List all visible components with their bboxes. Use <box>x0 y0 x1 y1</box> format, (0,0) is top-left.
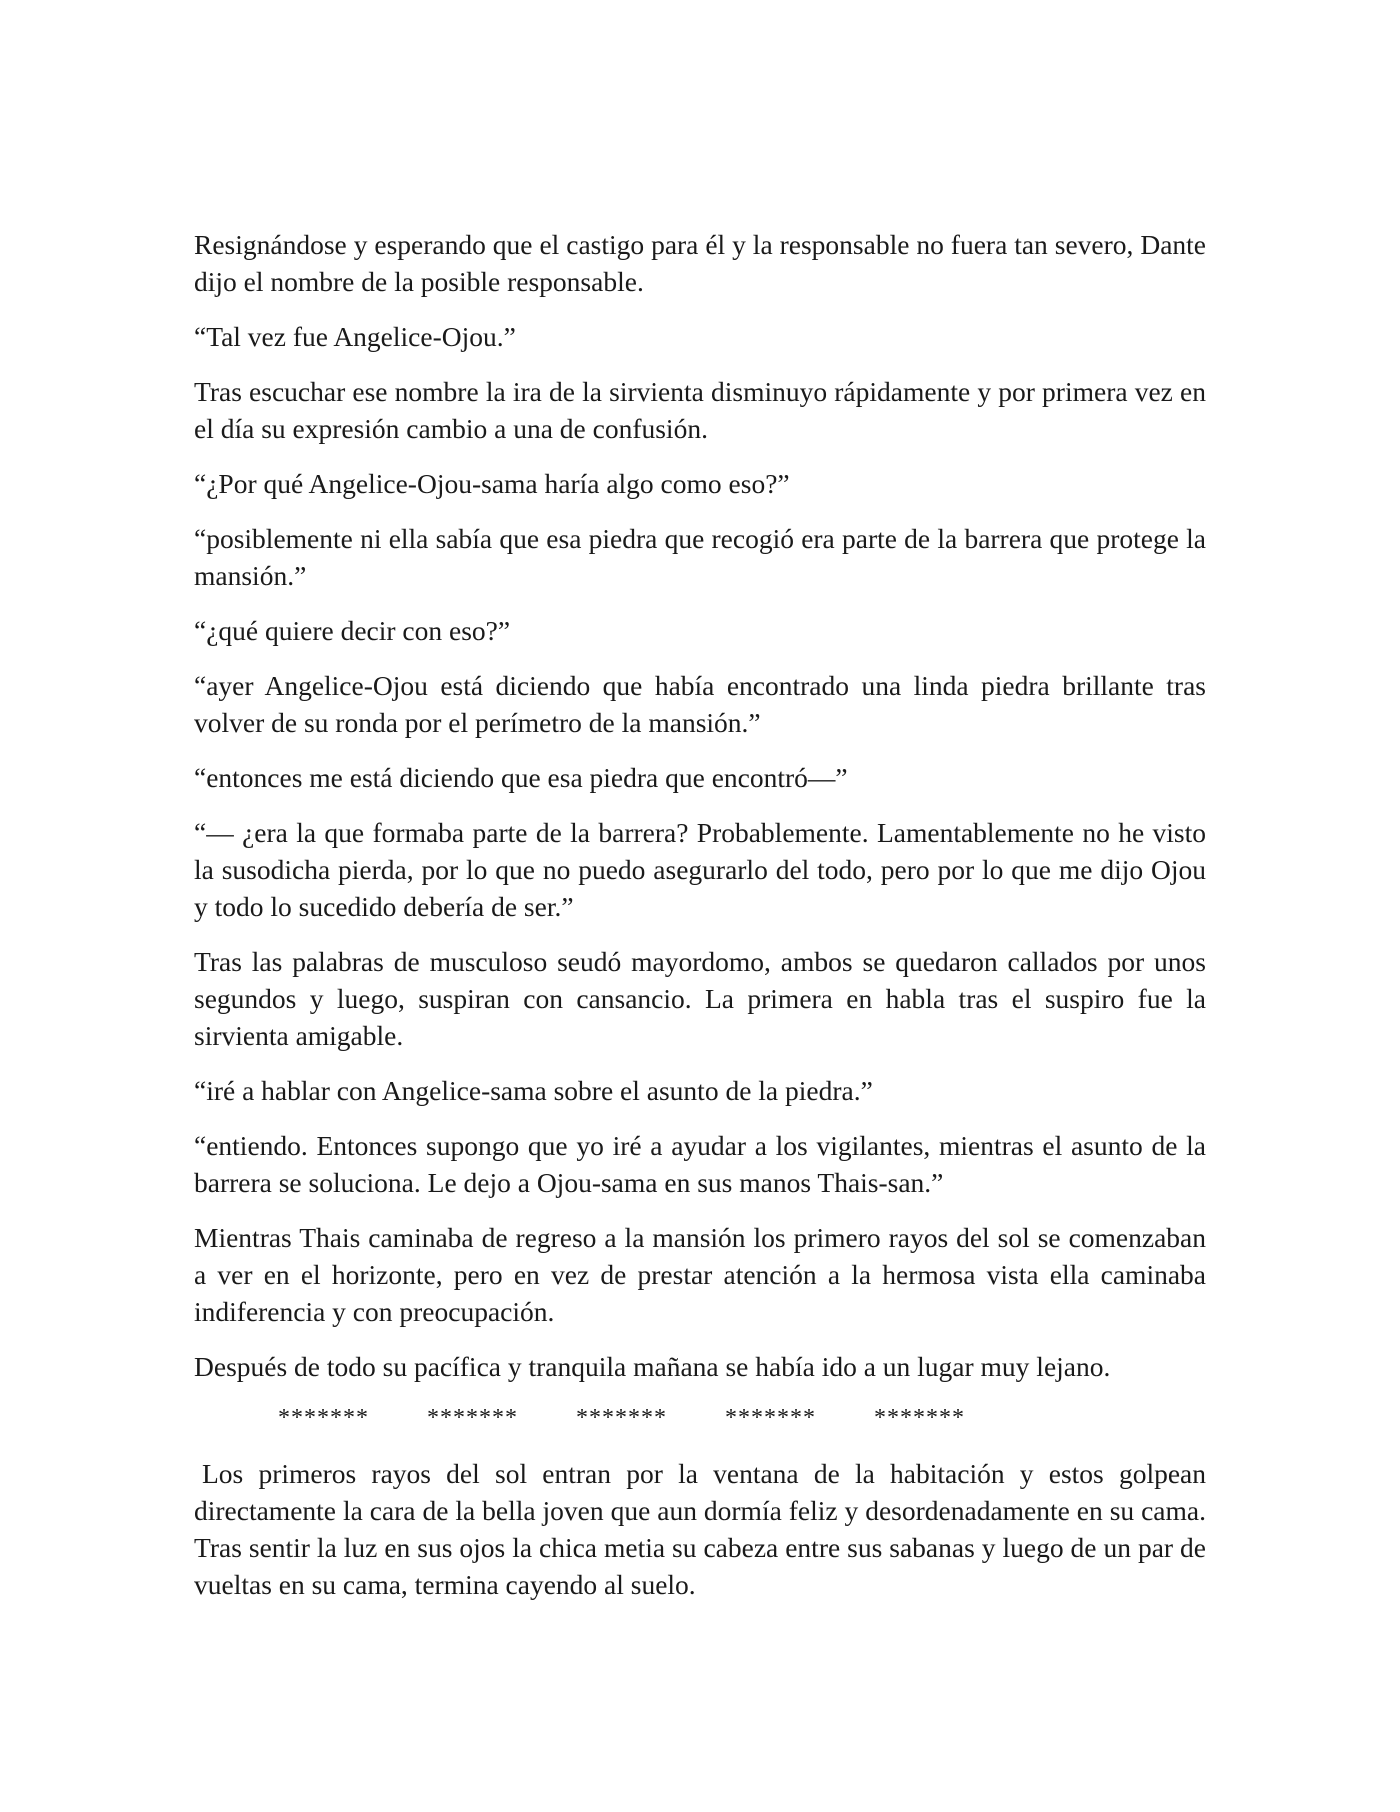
paragraph: “entonces me está diciendo que esa piedra que encontró—” <box>194 762 848 793</box>
paragraph: “ayer Angelice-Ojou está diciendo que había encontrado una linda piedra brillante tras volver de su ronda por el perímetro de la mansión.” <box>194 670 1206 738</box>
scene-separator <box>194 1403 1206 1433</box>
paragraph: “¿Por qué Angelice-Ojou-sama haría algo como eso?” <box>194 468 790 499</box>
paragraph: “iré a hablar con Angelice-sama sobre el asunto de la piedra.” <box>194 1075 873 1106</box>
paragraph: Los primeros rayos del sol entran por la ventana de la habitación y estos golpean directamente la cara de la bella joven que aun dormía feliz y desordenadamente en su cama. Tras sentir la luz en sus ojos la chica metia su cabeza entre sus sabanas y luego de un par de vueltas en su cama, termina cayendo al suelo. <box>194 1458 1206 1600</box>
paragraph: Mientras Thais caminaba de regreso a la mansión los primero rayos del sol se comenzaban a ver en el horizonte, pero en vez de prestar atención a la hermosa vista ella caminaba indiferencia y con preocupación. <box>194 1222 1206 1327</box>
paragraph: Después de todo su pacífica y tranquila mañana se había ido a un lugar muy lejano. <box>194 1351 1111 1382</box>
paragraph: “Tal vez fue Angelice-Ojou.” <box>194 321 516 352</box>
separator-mark: ******* <box>427 1405 518 1431</box>
paragraph: “entiendo. Entonces supongo que yo iré a ayudar a los vigilantes, mientras el asunto de la barrera se soluciona. Le dejo a Ojou-sama en sus manos Thais-san.” <box>194 1130 1206 1198</box>
paragraph: “— ¿era la que formaba parte de la barrera? Probablemente. Lamentablemente no he visto la susodicha pierda, por lo que no puedo asegurarlo del todo, pero por lo que me dijo Ojou y todo lo sucedido debería de ser.” <box>194 817 1206 922</box>
paragraph: Resignándose y esperando que el castigo para él y la responsable no fuera tan severo, Dante dijo el nombre de la posible responsable. <box>194 229 1206 297</box>
paragraph: “¿qué quiere decir con eso?” <box>194 615 511 646</box>
paragraph: Tras escuchar ese nombre la ira de la sirvienta disminuyo rápidamente y por primera vez en el día su expresión cambio a una de confusión. <box>194 376 1206 444</box>
separator-mark: ******* <box>725 1405 816 1431</box>
separator-mark: ******* <box>874 1405 965 1431</box>
separator-mark: ******* <box>576 1405 667 1431</box>
separator-mark: ******* <box>278 1405 369 1431</box>
paragraph: “posiblemente ni ella sabía que esa piedra que recogió era parte de la barrera que protege la mansión.” <box>194 523 1206 591</box>
document-body <box>194 226 1206 1621</box>
paragraph: Tras las palabras de musculoso seudó mayordomo, ambos se quedaron callados por unos segundos y luego, suspiran con cansancio. La primera en habla tras el suspiro fue la sirvienta amigable. <box>194 946 1206 1051</box>
